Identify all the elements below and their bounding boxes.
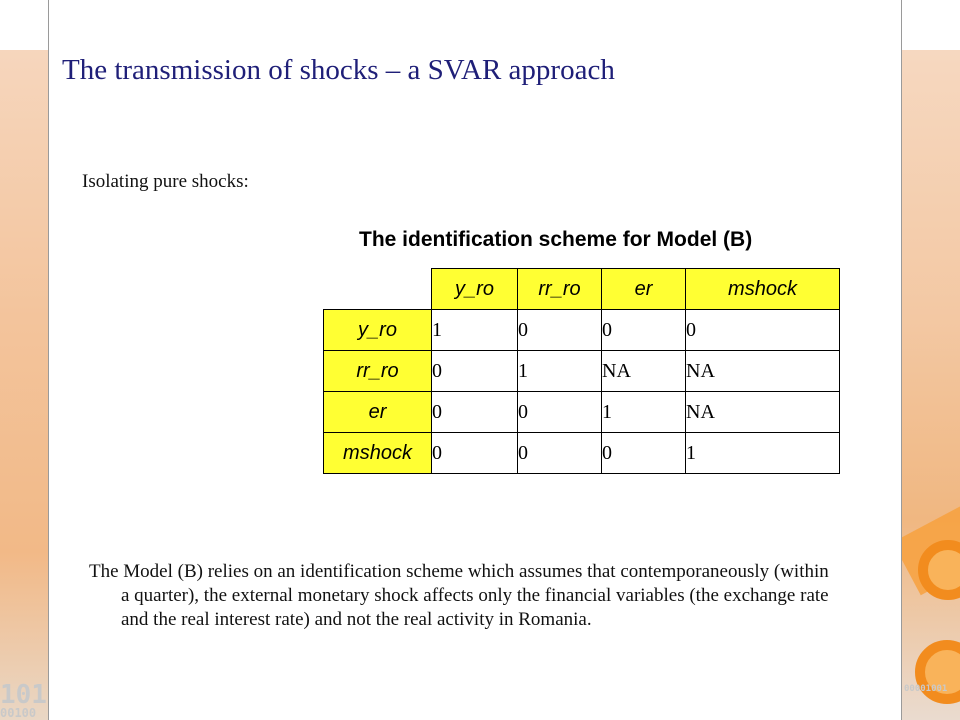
table-cell: 0 <box>432 392 518 433</box>
table-row <box>324 433 840 474</box>
slide <box>48 0 902 720</box>
table-cell: 0 <box>686 310 840 351</box>
table-cell: 0 <box>602 433 686 474</box>
column-header: mshock <box>686 269 840 310</box>
right-background-band <box>902 50 960 720</box>
table-row <box>324 310 840 351</box>
table-cell: NA <box>686 392 840 433</box>
identification-table <box>323 268 840 474</box>
column-header: er <box>602 269 686 310</box>
table-cell: 0 <box>432 433 518 474</box>
table-row <box>324 351 840 392</box>
table-cell: 0 <box>518 310 602 351</box>
table-cell: 1 <box>686 433 840 474</box>
row-header: rr_ro <box>324 351 432 392</box>
binary-digits-decoration: 101 <box>0 680 47 710</box>
table-title: The identification scheme for Model (B) <box>359 228 753 251</box>
slide-title: The transmission of shocks – a SVAR approach <box>62 54 615 86</box>
binary-digits-decoration: 00100 <box>0 706 37 720</box>
row-header: mshock <box>324 433 432 474</box>
table-header-row <box>324 269 840 310</box>
table-cell: 0 <box>602 310 686 351</box>
table-cell: 1 <box>432 310 518 351</box>
table-cell: NA <box>686 351 840 392</box>
table-cell: 1 <box>518 351 602 392</box>
row-header: er <box>324 392 432 433</box>
table-cell: 0 <box>518 433 602 474</box>
table-row <box>324 392 840 433</box>
table-corner <box>324 269 432 310</box>
table-cell: 0 <box>518 392 602 433</box>
slide-subtitle: Isolating pure shocks: <box>82 171 249 192</box>
table-cell: NA <box>602 351 686 392</box>
table-cell: 0 <box>432 351 518 392</box>
explanation-paragraph: The Model (B) relies on an identification scheme which assumes that contemporaneously (within a quarter), the external monetary shock affects only the financial variables (the exchange rate and the real interest rate) and not the real activity in Romania. <box>89 561 829 630</box>
column-header: rr_ro <box>518 269 602 310</box>
left-background-band <box>0 50 48 720</box>
binary-digits-decoration: 00001001 <box>904 684 948 694</box>
row-header: y_ro <box>324 310 432 351</box>
table-cell: 1 <box>602 392 686 433</box>
column-header: y_ro <box>432 269 518 310</box>
